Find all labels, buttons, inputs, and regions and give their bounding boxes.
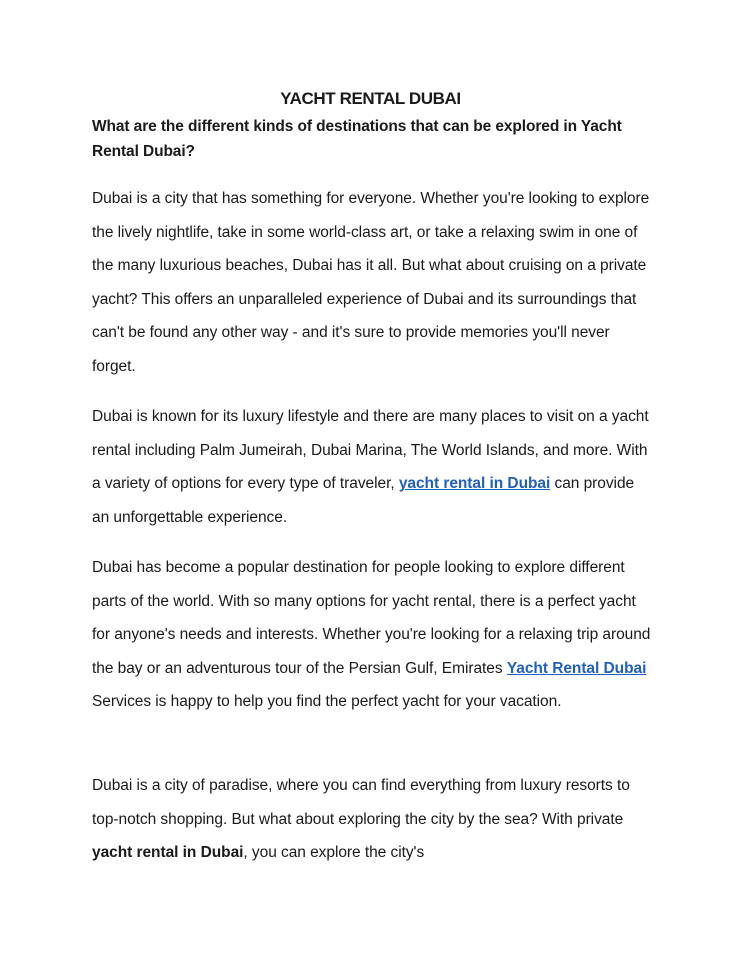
document-subtitle: What are the different kinds of destinations that can be explored in Yacht Rental Dubai? [92, 118, 622, 160]
yacht-rental-dubai-link[interactable]: Yacht Rental Dubai [506, 659, 647, 677]
paragraph-3-text-before: Dubai has become a popular destination for people looking to explore different parts of the world. With so many options for yacht rental, there is a perfect yacht for anyone's needs and interests. Whether you're looking for a relaxing trip around the bay or an adventurous tour of the Persian Gulf, Emirates [92, 559, 651, 677]
document-title: YACHT RENTAL DUBAI [280, 89, 461, 108]
paragraph-4-text-after: , you can explore the city's [243, 844, 425, 861]
paragraph-4-bold-phrase: yacht rental in Dubai [92, 844, 244, 861]
paragraph-4-text-before: Dubai is a city of paradise, where you can find everything from luxury resorts to top-notch shopping. But what about exploring the city by the sea? With private [92, 777, 630, 828]
paragraph-3-text-after: Services is happy to help you find the perfect yacht for your vacation. [92, 693, 562, 710]
paragraph-3 [92, 551, 652, 719]
paragraph-2-text-before: Dubai is known for its luxury lifestyle and there are many places to visit on a yacht rental including Palm Jumeirah, Dubai Marina, The World Islands, and more. With a variety of options for every type of traveler, [92, 408, 649, 492]
paragraph-4 [92, 769, 652, 870]
paragraph-2 [92, 400, 652, 534]
yacht-rental-in-dubai-link[interactable]: yacht rental in Dubai [398, 475, 551, 492]
paragraph-2-text-after: can provide an unforgettable experience. [92, 475, 635, 526]
paragraph-1 [92, 182, 652, 383]
paragraph-1-text: Dubai is a city that has something for everyone. Whether you're looking to explore the lively nightlife, take in some world-class art, or take a relaxing swim in one of the many luxurious beaches, Dubai has it all. But what about cruising on a private yacht? This offers an unparalleled experience of Dubai and its surroundings that can't be found any other way - and it's sure to provide memories you'll never forget. [92, 190, 650, 375]
